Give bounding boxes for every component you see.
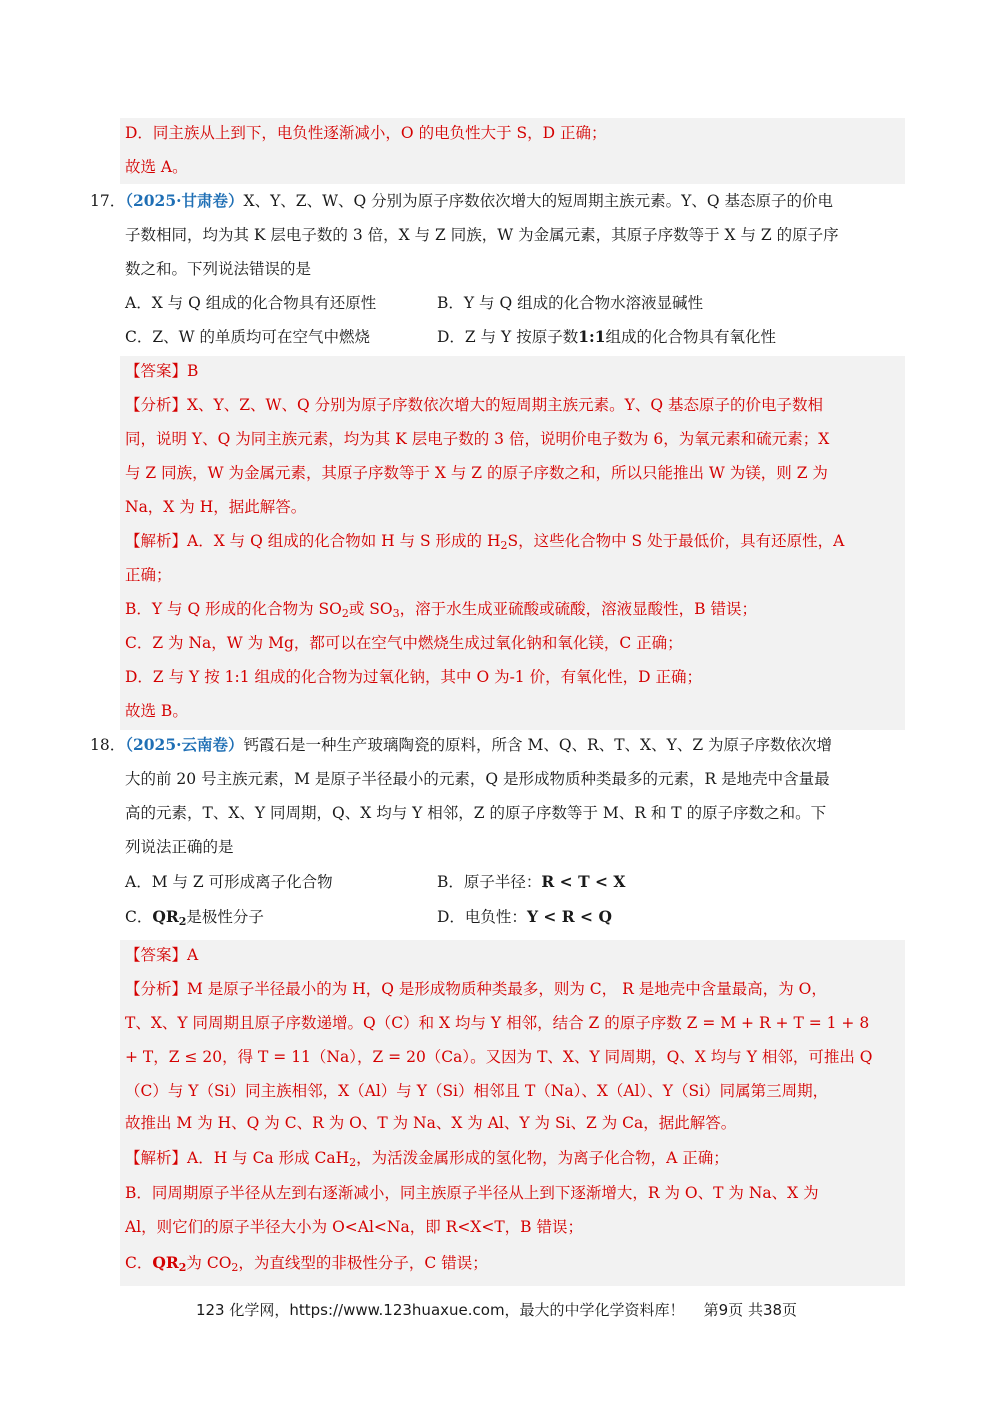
q18-explanation-a-text-2: ，为活泼金属形成的氢化物，为离子化合物，A 正确； bbox=[356, 1149, 729, 1167]
q18-option-c-text: C． bbox=[125, 908, 153, 926]
q18-option-a: A．M 与 Z 可形成离子化合物 bbox=[125, 873, 333, 891]
q18-text-1: 钙霞石是一种生产玻璃陶瓷的原料，所含 M、Q、R、T、X、Y、Z 为原子序数依次增 bbox=[243, 736, 833, 754]
q17-option-d bbox=[437, 327, 776, 347]
q18-stem-line-4: 列说法正确的是 bbox=[125, 838, 234, 856]
q18-explanation-b-2: Al，则它们的原子半径大小为 O<Al<Na，即 R<X<T，B 错误； bbox=[125, 1218, 583, 1236]
subscript: 2 bbox=[349, 1156, 357, 1169]
q18-explanation-a-text: 【解析】A．H 与 Ca 形成 CaH bbox=[125, 1149, 350, 1167]
q17-explanation-a bbox=[125, 531, 844, 551]
q18-source: （2025·云南卷） bbox=[125, 735, 244, 754]
q18-answer: 【答案】A bbox=[125, 946, 199, 964]
q18-analysis-2: T、X、Y 同周期且原子序数递增。Q（C）和 X 均与 Y 相邻，结合 Z 的原子序数 Z = M + R + T = 1 + 8 bbox=[125, 1014, 870, 1032]
subscript: 2 bbox=[500, 539, 508, 552]
q18-explanation-c-formula: QR bbox=[152, 1253, 179, 1272]
q17-explanation-b-text-3: ，溶于水生成亚硫酸或硫酸，溶液显酸性，B 错误； bbox=[399, 600, 757, 618]
q17-stem-line-2: 子数相同，均为其 K 层电子数的 3 倍，X 与 Z 同族，W 为金属元素，其原子序数等于 X 与 Z 的原子序 bbox=[125, 226, 839, 244]
q17-stem-line-1 bbox=[90, 191, 833, 211]
q18-explanation-a bbox=[125, 1148, 729, 1168]
q17-source: （2025·甘肃卷） bbox=[125, 191, 244, 210]
q18-option-b-text: B．原子半径： bbox=[437, 873, 542, 891]
q17-text-1: X、Y、Z、W、Q 分别为原子序数依次增大的短周期主族元素。Y、Q 基态原子的价电 bbox=[243, 192, 834, 210]
q17-analysis-3: 与 Z 同族，W 为金属元素，其原子序数等于 X 与 Z 的原子序数之和，所以只能推出 W 为镁，则 Z 为 bbox=[125, 464, 828, 482]
q18-explanation-b-1: B．同周期原子半径从左到右逐渐减小，同主族原子半径从上到下逐渐增大，R 为 O、T 为 Na、X 为 bbox=[125, 1184, 819, 1202]
q17-option-b: B．Y 与 Q 组成的化合物水溶液显碱性 bbox=[437, 294, 704, 312]
q18-number: 18． bbox=[90, 736, 126, 754]
q17-explanation-b-text: B．Y 与 Q 形成的化合物为 SO bbox=[125, 600, 342, 618]
q16-option-d-explanation: D．同主族从上到下，电负性逐渐减小，O 的电负性大于 S，D 正确； bbox=[125, 124, 607, 142]
subscript: 2 bbox=[231, 1261, 239, 1274]
q17-analysis-4: Na，X 为 H，据此解答。 bbox=[125, 498, 307, 516]
q17-answer: 【答案】B bbox=[125, 362, 199, 380]
q16-select: 故选 A。 bbox=[125, 158, 188, 176]
q18-stem-line-1 bbox=[90, 735, 832, 755]
q17-stem-line-3: 数之和。下列说法错误的是 bbox=[125, 260, 312, 278]
q18-stem-line-2: 大的前 20 号主族元素，M 是原子半径最小的元素，Q 是形成物质种类最多的元素，R 是地壳中含量最 bbox=[125, 770, 830, 788]
q17-explanation-a-text: 【解析】A．X 与 Q 组成的化合物如 H 与 S 形成的 H bbox=[125, 532, 501, 550]
q17-explanation-b bbox=[125, 599, 757, 619]
q17-explanation-a-text-2: S，这些化合物中 S 处于最低价，具有还原性，A bbox=[507, 532, 845, 550]
subscript: 2 bbox=[341, 607, 349, 620]
q17-explanation-d: D．Z 与 Y 按 1:1 组成的化合物为过氧化钠，其中 O 为-1 价，有氧化性，D 正确； bbox=[125, 668, 702, 686]
q18-analysis-1: 【分析】M 是原子半径最小的为 H，Q 是形成物质种类最多，则为 C， R 是地壳中含量最高，为 O， bbox=[125, 980, 827, 998]
q18-option-d bbox=[437, 907, 612, 927]
q18-option-c-text-2: 是极性分子 bbox=[186, 908, 264, 926]
q18-explanation-c-text-3: ，为直线型的非极性分子，C 错误； bbox=[238, 1254, 488, 1272]
q17-analysis-2: 同，说明 Y、Q 为同主族元素，均为其 K 层电子数的 3 倍，说明价电子数为 6，为氧元素和硫元素；X bbox=[125, 430, 830, 448]
subscript: 2 bbox=[178, 1261, 187, 1274]
footer-site-text: 123 化学网，https://www.123huaxue.com，最大的中学化学资料库！ bbox=[195, 1301, 685, 1319]
q18-option-b bbox=[437, 872, 625, 892]
q18-explanation-c bbox=[125, 1253, 488, 1273]
q18-analysis-4: （C）与 Y（Si）同主族相邻，X（Al）与 Y（Si）相邻且 T（Na）、X（Al）、Y（Si）同属第三周期， bbox=[125, 1082, 829, 1100]
q17-analysis-1: 【分析】X、Y、Z、W、Q 分别为原子序数依次增大的短周期主族元素。Y、Q 基态原子的价电子数相 bbox=[125, 396, 823, 414]
q17-select: 故选 B。 bbox=[125, 702, 188, 720]
q17-explanation-a-cont: 正确； bbox=[125, 566, 172, 584]
q17-option-a: A．X 与 Q 组成的化合物具有还原性 bbox=[125, 294, 377, 312]
q18-option-b-formula: R < T < X bbox=[541, 872, 626, 891]
q17-option-d-text: D．Z 与 Y 按原子数 bbox=[437, 328, 579, 346]
q17-number: 17． bbox=[90, 192, 126, 210]
subscript: 2 bbox=[178, 915, 187, 928]
q17-explanation-b-text-2: 或 SO bbox=[348, 600, 393, 618]
q18-option-c bbox=[125, 907, 264, 927]
q18-stem-line-3: 高的元素，T、X、Y 同周期，Q、X 均与 Y 相邻，Z 的原子序数等于 M、R 和 T 的原子序数之和。下 bbox=[125, 804, 827, 822]
q18-analysis-5: 故推出 M 为 H、Q 为 C、R 为 O、T 为 Na、X 为 Al、Y 为 Si、Z 为 Ca，据此解答。 bbox=[125, 1114, 737, 1132]
q17-option-d-ratio: 1:1 bbox=[578, 327, 606, 346]
q18-explanation-c-text: C． bbox=[125, 1254, 153, 1272]
q17-option-c: C．Z、W 的单质均可在空气中燃烧 bbox=[125, 328, 370, 346]
q18-analysis-3: + T，Z ≤ 20，得 T = 11（Na），Z = 20（Ca）。又因为 T、X、Y 同周期，Q、X 均与 Y 相邻，可推出 Q bbox=[125, 1048, 873, 1066]
q18-explanation-c-text-2: 为 CO bbox=[186, 1254, 232, 1272]
subscript: 3 bbox=[392, 607, 400, 620]
q18-option-d-formula: Y < R < Q bbox=[526, 907, 612, 926]
q18-option-c-formula: QR bbox=[152, 907, 179, 926]
q17-option-d-text-2: 组成的化合物具有氧化性 bbox=[605, 328, 777, 346]
footer-page-number: 第9页 共38页 bbox=[703, 1301, 798, 1319]
q17-explanation-c: C．Z 为 Na，W 为 Mg，都可以在空气中燃烧生成过氧化钠和氧化镁，C 正确； bbox=[125, 634, 683, 652]
q18-option-d-text: D．电负性： bbox=[437, 908, 527, 926]
page-footer bbox=[0, 1299, 993, 1320]
